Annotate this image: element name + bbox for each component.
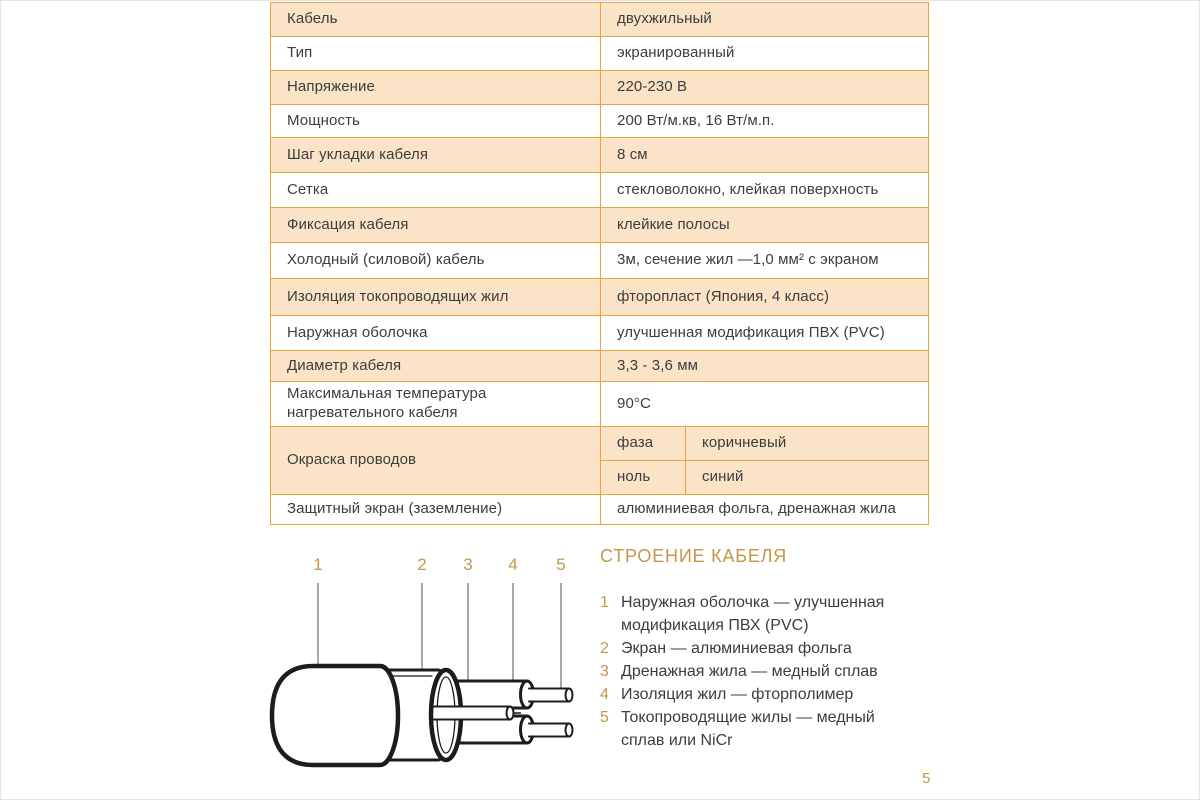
legend-item — [600, 660, 920, 683]
cable-cutaway-drawing — [258, 543, 588, 795]
legend-number: 2 — [600, 640, 609, 657]
spec-value: клейкие полосы — [601, 208, 929, 243]
spec-value: стекловолокно, клейкая поверхность — [601, 173, 929, 208]
table-row — [271, 173, 929, 208]
drain-wire — [434, 707, 514, 720]
spec-value: 8 см — [601, 138, 929, 173]
spec-value: двухжильный — [601, 3, 929, 37]
spec-value: 3м, сечение жил —1,0 мм² с экраном — [601, 243, 929, 279]
table-row — [271, 279, 929, 316]
spec-value: фторопласт (Япония, 4 класс) — [601, 279, 929, 316]
table-row — [271, 37, 929, 71]
wire-color: коричневый — [686, 427, 929, 461]
legend-item — [600, 706, 920, 752]
page-number: 5 — [922, 770, 931, 787]
table-row — [271, 243, 929, 279]
callout-5: 5 — [556, 555, 566, 574]
spec-value: 220-230 В — [601, 71, 929, 105]
table-row-wire-colors — [271, 427, 929, 461]
spec-label: Шаг укладки кабеля — [271, 138, 601, 173]
spec-table — [270, 2, 929, 525]
legend-text: Экран — алюминиевая фольга — [621, 640, 852, 657]
legend-item — [600, 637, 920, 660]
cable-structure-section — [600, 546, 920, 752]
legend-item — [600, 683, 920, 706]
bare-conductor-wires — [529, 689, 573, 737]
legend-text: Дренажная жила — медный сплав — [621, 663, 878, 680]
table-row — [271, 351, 929, 382]
spec-value: алюминиевая фольга, дренажная жила — [601, 495, 929, 525]
table-row — [271, 3, 929, 37]
spec-value: 90°С — [601, 382, 929, 427]
spec-label: Окраска проводов — [271, 427, 601, 495]
spec-label: Фиксация кабеля — [271, 208, 601, 243]
spec-label: Тип — [271, 37, 601, 71]
spec-label: Наружная оболочка — [271, 316, 601, 351]
spec-label: Кабель — [271, 3, 601, 37]
callout-3: 3 — [463, 555, 473, 574]
spec-label: Холодный (силовой) кабель — [271, 243, 601, 279]
legend-text: Наружная оболочка — улучшенная модификация ПВХ (PVC) — [621, 594, 885, 634]
legend-number: 4 — [600, 686, 609, 703]
cable-diagram — [258, 543, 588, 795]
spec-value: улучшенная модификация ПВХ (PVC) — [601, 316, 929, 351]
table-row — [271, 71, 929, 105]
table-row — [271, 105, 929, 138]
spec-label: Изоляция токопроводящих жил — [271, 279, 601, 316]
legend-number: 5 — [600, 709, 609, 726]
callout-4: 4 — [508, 555, 518, 574]
callout-2: 2 — [417, 555, 427, 574]
spec-value: экранированный — [601, 37, 929, 71]
spec-label: Защитный экран (заземление) — [271, 495, 601, 525]
spec-value: 200 Вт/м.кв, 16 Вт/м.п. — [601, 105, 929, 138]
legend-number: 1 — [600, 594, 609, 611]
wire-name: ноль — [601, 461, 686, 495]
table-row — [271, 495, 929, 525]
legend-number: 3 — [600, 663, 609, 680]
section-title: СТРОЕНИЕ КАБЕЛЯ — [600, 546, 788, 566]
wire-color: синий — [686, 461, 929, 495]
table-row — [271, 208, 929, 243]
table-row — [271, 138, 929, 173]
spec-label: Напряжение — [271, 71, 601, 105]
callout-1: 1 — [313, 555, 323, 574]
spec-label: Сетка — [271, 173, 601, 208]
table-row — [271, 316, 929, 351]
wire-name: фаза — [601, 427, 686, 461]
legend-text: Токопроводящие жилы — медный сплав или NiCr — [621, 709, 875, 749]
table-row — [271, 382, 929, 427]
spec-value: 3,3 - 3,6 мм — [601, 351, 929, 382]
spec-label: Мощность — [271, 105, 601, 138]
spec-label: Максимальная температура нагревательного кабеля — [271, 382, 601, 427]
outer-jacket — [272, 666, 398, 765]
legend-item — [600, 591, 920, 637]
legend-text: Изоляция жил — фторполимер — [621, 686, 854, 703]
spec-label: Диаметр кабеля — [271, 351, 601, 382]
